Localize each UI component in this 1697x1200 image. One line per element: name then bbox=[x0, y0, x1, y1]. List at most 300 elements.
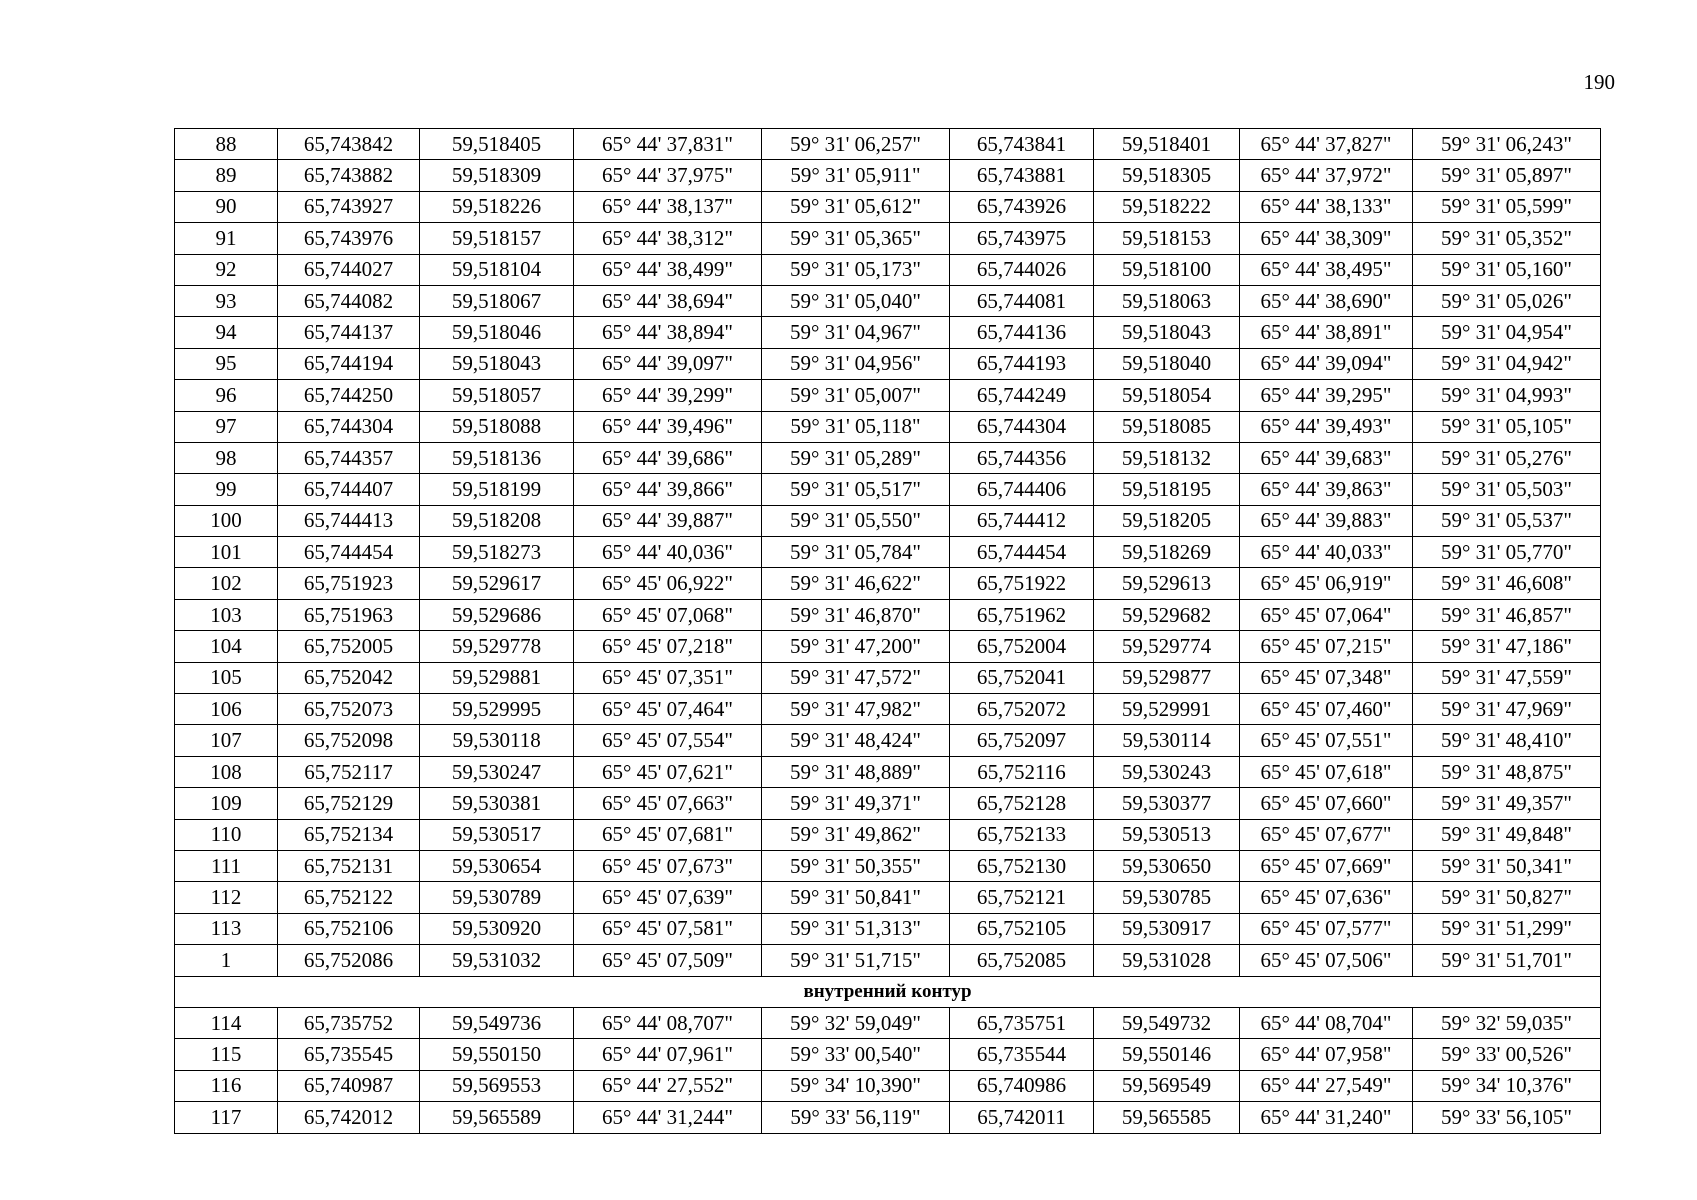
dms-lat-1-cell: 65° 45' 07,464" bbox=[574, 694, 762, 725]
point-number-cell: 97 bbox=[175, 411, 278, 442]
table-row bbox=[175, 662, 1601, 693]
point-number-cell: 108 bbox=[175, 756, 278, 787]
dms-lon-2-cell: 59° 31' 04,993" bbox=[1413, 380, 1601, 411]
dms-lon-1-cell: 59° 31' 05,911" bbox=[762, 160, 950, 191]
decimal-lat-2-cell: 65,752121 bbox=[950, 882, 1094, 913]
decimal-lat-2-cell: 65,743975 bbox=[950, 223, 1094, 254]
dms-lon-2-cell: 59° 31' 05,276" bbox=[1413, 442, 1601, 473]
dms-lon-2-cell: 59° 31' 05,105" bbox=[1413, 411, 1601, 442]
dms-lon-2-cell: 59° 33' 56,105" bbox=[1413, 1102, 1601, 1133]
decimal-lon-2-cell: 59,549732 bbox=[1094, 1007, 1240, 1038]
dms-lat-1-cell: 65° 44' 39,866" bbox=[574, 474, 762, 505]
decimal-lon-2-cell: 59,529877 bbox=[1094, 662, 1240, 693]
decimal-lon-1-cell: 59,518043 bbox=[420, 348, 574, 379]
table-row bbox=[175, 317, 1601, 348]
dms-lon-1-cell: 59° 33' 00,540" bbox=[762, 1039, 950, 1070]
dms-lon-1-cell: 59° 31' 06,257" bbox=[762, 129, 950, 160]
dms-lat-1-cell: 65° 45' 07,581" bbox=[574, 913, 762, 944]
point-number-cell: 101 bbox=[175, 537, 278, 568]
decimal-lat-1-cell: 65,752117 bbox=[278, 756, 420, 787]
table-row bbox=[175, 913, 1601, 944]
dms-lon-1-cell: 59° 33' 56,119" bbox=[762, 1102, 950, 1133]
dms-lat-1-cell: 65° 44' 31,244" bbox=[574, 1102, 762, 1133]
point-number-cell: 113 bbox=[175, 913, 278, 944]
decimal-lon-2-cell: 59,529613 bbox=[1094, 568, 1240, 599]
decimal-lat-2-cell: 65,744412 bbox=[950, 505, 1094, 536]
decimal-lon-1-cell: 59,518057 bbox=[420, 380, 574, 411]
decimal-lat-2-cell: 65,752116 bbox=[950, 756, 1094, 787]
decimal-lon-2-cell: 59,565585 bbox=[1094, 1102, 1240, 1133]
decimal-lat-1-cell: 65,752098 bbox=[278, 725, 420, 756]
decimal-lon-1-cell: 59,518208 bbox=[420, 505, 574, 536]
dms-lat-2-cell: 65° 44' 38,690" bbox=[1240, 285, 1413, 316]
point-number-cell: 109 bbox=[175, 788, 278, 819]
dms-lon-1-cell: 59° 31' 46,870" bbox=[762, 599, 950, 630]
decimal-lat-2-cell: 65,752085 bbox=[950, 945, 1094, 976]
decimal-lat-1-cell: 65,744027 bbox=[278, 254, 420, 285]
dms-lon-1-cell: 59° 31' 05,040" bbox=[762, 285, 950, 316]
dms-lat-2-cell: 65° 45' 07,064" bbox=[1240, 599, 1413, 630]
dms-lat-2-cell: 65° 44' 39,883" bbox=[1240, 505, 1413, 536]
decimal-lon-2-cell: 59,530917 bbox=[1094, 913, 1240, 944]
decimal-lat-1-cell: 65,744407 bbox=[278, 474, 420, 505]
dms-lat-2-cell: 65° 44' 39,863" bbox=[1240, 474, 1413, 505]
decimal-lon-1-cell: 59,518309 bbox=[420, 160, 574, 191]
decimal-lat-2-cell: 65,743926 bbox=[950, 191, 1094, 222]
decimal-lat-2-cell: 65,744356 bbox=[950, 442, 1094, 473]
dms-lat-2-cell: 65° 45' 07,348" bbox=[1240, 662, 1413, 693]
dms-lat-2-cell: 65° 45' 07,506" bbox=[1240, 945, 1413, 976]
dms-lat-1-cell: 65° 44' 39,887" bbox=[574, 505, 762, 536]
decimal-lon-2-cell: 59,530243 bbox=[1094, 756, 1240, 787]
dms-lon-1-cell: 59° 31' 47,572" bbox=[762, 662, 950, 693]
decimal-lon-1-cell: 59,529995 bbox=[420, 694, 574, 725]
decimal-lat-1-cell: 65,752005 bbox=[278, 631, 420, 662]
decimal-lon-2-cell: 59,550146 bbox=[1094, 1039, 1240, 1070]
decimal-lat-1-cell: 65,752122 bbox=[278, 882, 420, 913]
decimal-lon-2-cell: 59,518222 bbox=[1094, 191, 1240, 222]
inner-contour-rows bbox=[175, 1007, 1601, 1133]
dms-lat-2-cell: 65° 45' 07,618" bbox=[1240, 756, 1413, 787]
point-number-cell: 1 bbox=[175, 945, 278, 976]
dms-lat-1-cell: 65° 44' 39,686" bbox=[574, 442, 762, 473]
table-row bbox=[175, 882, 1601, 913]
decimal-lon-1-cell: 59,518104 bbox=[420, 254, 574, 285]
point-number-cell: 93 bbox=[175, 285, 278, 316]
dms-lon-2-cell: 59° 31' 47,186" bbox=[1413, 631, 1601, 662]
dms-lat-2-cell: 65° 44' 27,549" bbox=[1240, 1070, 1413, 1101]
dms-lat-1-cell: 65° 44' 38,312" bbox=[574, 223, 762, 254]
decimal-lat-1-cell: 65,743842 bbox=[278, 129, 420, 160]
point-number-cell: 104 bbox=[175, 631, 278, 662]
decimal-lon-1-cell: 59,518067 bbox=[420, 285, 574, 316]
dms-lon-1-cell: 59° 31' 50,841" bbox=[762, 882, 950, 913]
decimal-lon-1-cell: 59,518088 bbox=[420, 411, 574, 442]
decimal-lon-1-cell: 59,518273 bbox=[420, 537, 574, 568]
decimal-lon-1-cell: 59,518405 bbox=[420, 129, 574, 160]
dms-lat-1-cell: 65° 44' 40,036" bbox=[574, 537, 762, 568]
dms-lat-1-cell: 65° 44' 39,299" bbox=[574, 380, 762, 411]
decimal-lon-1-cell: 59,530920 bbox=[420, 913, 574, 944]
decimal-lat-1-cell: 65,752086 bbox=[278, 945, 420, 976]
decimal-lat-2-cell: 65,744406 bbox=[950, 474, 1094, 505]
dms-lat-2-cell: 65° 44' 07,958" bbox=[1240, 1039, 1413, 1070]
point-number-cell: 115 bbox=[175, 1039, 278, 1070]
decimal-lat-1-cell: 65,744194 bbox=[278, 348, 420, 379]
decimal-lon-2-cell: 59,518305 bbox=[1094, 160, 1240, 191]
dms-lon-2-cell: 59° 31' 49,848" bbox=[1413, 819, 1601, 850]
table-row bbox=[175, 725, 1601, 756]
dms-lat-2-cell: 65° 44' 38,133" bbox=[1240, 191, 1413, 222]
decimal-lat-1-cell: 65,735752 bbox=[278, 1007, 420, 1038]
table-row bbox=[175, 568, 1601, 599]
decimal-lon-2-cell: 59,518043 bbox=[1094, 317, 1240, 348]
dms-lat-1-cell: 65° 45' 07,509" bbox=[574, 945, 762, 976]
table-row bbox=[175, 380, 1601, 411]
dms-lat-1-cell: 65° 45' 07,621" bbox=[574, 756, 762, 787]
point-number-cell: 103 bbox=[175, 599, 278, 630]
decimal-lon-2-cell: 59,529991 bbox=[1094, 694, 1240, 725]
dms-lon-1-cell: 59° 31' 05,612" bbox=[762, 191, 950, 222]
dms-lon-1-cell: 59° 31' 05,550" bbox=[762, 505, 950, 536]
table-row bbox=[175, 819, 1601, 850]
decimal-lon-2-cell: 59,530513 bbox=[1094, 819, 1240, 850]
table-row bbox=[175, 631, 1601, 662]
dms-lon-1-cell: 59° 34' 10,390" bbox=[762, 1070, 950, 1101]
decimal-lat-2-cell: 65,744304 bbox=[950, 411, 1094, 442]
decimal-lat-1-cell: 65,744304 bbox=[278, 411, 420, 442]
decimal-lat-2-cell: 65,744249 bbox=[950, 380, 1094, 411]
point-number-cell: 89 bbox=[175, 160, 278, 191]
dms-lat-2-cell: 65° 45' 07,460" bbox=[1240, 694, 1413, 725]
point-number-cell: 98 bbox=[175, 442, 278, 473]
decimal-lat-2-cell: 65,752041 bbox=[950, 662, 1094, 693]
decimal-lon-2-cell: 59,518132 bbox=[1094, 442, 1240, 473]
decimal-lon-1-cell: 59,569553 bbox=[420, 1070, 574, 1101]
table-row bbox=[175, 788, 1601, 819]
dms-lat-2-cell: 65° 45' 07,551" bbox=[1240, 725, 1413, 756]
dms-lon-2-cell: 59° 31' 46,857" bbox=[1413, 599, 1601, 630]
dms-lat-2-cell: 65° 44' 31,240" bbox=[1240, 1102, 1413, 1133]
decimal-lat-1-cell: 65,744357 bbox=[278, 442, 420, 473]
dms-lat-1-cell: 65° 44' 39,097" bbox=[574, 348, 762, 379]
decimal-lon-2-cell: 59,518063 bbox=[1094, 285, 1240, 316]
dms-lat-2-cell: 65° 45' 07,660" bbox=[1240, 788, 1413, 819]
decimal-lat-1-cell: 65,742012 bbox=[278, 1102, 420, 1133]
decimal-lat-2-cell: 65,751962 bbox=[950, 599, 1094, 630]
dms-lat-1-cell: 65° 45' 06,922" bbox=[574, 568, 762, 599]
table-row bbox=[175, 945, 1601, 976]
decimal-lat-1-cell: 65,751923 bbox=[278, 568, 420, 599]
decimal-lat-1-cell: 65,744454 bbox=[278, 537, 420, 568]
dms-lon-2-cell: 59° 31' 05,897" bbox=[1413, 160, 1601, 191]
dms-lon-1-cell: 59° 31' 47,200" bbox=[762, 631, 950, 662]
section-header bbox=[175, 976, 1601, 1007]
section-title: внутренний контур bbox=[175, 976, 1601, 1007]
dms-lon-2-cell: 59° 31' 05,026" bbox=[1413, 285, 1601, 316]
decimal-lat-2-cell: 65,744136 bbox=[950, 317, 1094, 348]
dms-lat-1-cell: 65° 45' 07,351" bbox=[574, 662, 762, 693]
dms-lat-2-cell: 65° 44' 38,495" bbox=[1240, 254, 1413, 285]
table-row bbox=[175, 1070, 1601, 1101]
table-row bbox=[175, 442, 1601, 473]
dms-lat-1-cell: 65° 45' 07,068" bbox=[574, 599, 762, 630]
dms-lat-2-cell: 65° 44' 39,094" bbox=[1240, 348, 1413, 379]
dms-lat-1-cell: 65° 44' 37,831" bbox=[574, 129, 762, 160]
dms-lat-1-cell: 65° 44' 38,499" bbox=[574, 254, 762, 285]
point-number-cell: 116 bbox=[175, 1070, 278, 1101]
table-row bbox=[175, 254, 1601, 285]
dms-lat-2-cell: 65° 44' 38,891" bbox=[1240, 317, 1413, 348]
table-row bbox=[175, 756, 1601, 787]
decimal-lat-1-cell: 65,752106 bbox=[278, 913, 420, 944]
dms-lon-1-cell: 59° 31' 05,007" bbox=[762, 380, 950, 411]
decimal-lat-2-cell: 65,752133 bbox=[950, 819, 1094, 850]
point-number-cell: 117 bbox=[175, 1102, 278, 1133]
dms-lon-1-cell: 59° 31' 05,517" bbox=[762, 474, 950, 505]
table-row bbox=[175, 850, 1601, 881]
dms-lat-2-cell: 65° 44' 39,295" bbox=[1240, 380, 1413, 411]
dms-lat-1-cell: 65° 44' 39,496" bbox=[574, 411, 762, 442]
decimal-lon-2-cell: 59,530650 bbox=[1094, 850, 1240, 881]
decimal-lon-1-cell: 59,530789 bbox=[420, 882, 574, 913]
decimal-lon-1-cell: 59,529686 bbox=[420, 599, 574, 630]
decimal-lon-1-cell: 59,549736 bbox=[420, 1007, 574, 1038]
decimal-lat-2-cell: 65,740986 bbox=[950, 1070, 1094, 1101]
dms-lon-2-cell: 59° 34' 10,376" bbox=[1413, 1070, 1601, 1101]
table-row bbox=[175, 1039, 1601, 1070]
dms-lat-2-cell: 65° 45' 06,919" bbox=[1240, 568, 1413, 599]
point-number-cell: 100 bbox=[175, 505, 278, 536]
table-row bbox=[175, 537, 1601, 568]
decimal-lat-1-cell: 65,752042 bbox=[278, 662, 420, 693]
decimal-lon-2-cell: 59,529682 bbox=[1094, 599, 1240, 630]
dms-lon-1-cell: 59° 31' 05,173" bbox=[762, 254, 950, 285]
dms-lat-1-cell: 65° 45' 07,663" bbox=[574, 788, 762, 819]
decimal-lat-1-cell: 65,752073 bbox=[278, 694, 420, 725]
dms-lon-2-cell: 59° 31' 05,537" bbox=[1413, 505, 1601, 536]
dms-lat-2-cell: 65° 44' 37,827" bbox=[1240, 129, 1413, 160]
table-row bbox=[175, 694, 1601, 725]
decimal-lon-1-cell: 59,550150 bbox=[420, 1039, 574, 1070]
decimal-lat-2-cell: 65,752105 bbox=[950, 913, 1094, 944]
dms-lat-1-cell: 65° 45' 07,639" bbox=[574, 882, 762, 913]
dms-lat-2-cell: 65° 44' 38,309" bbox=[1240, 223, 1413, 254]
point-number-cell: 92 bbox=[175, 254, 278, 285]
section-row bbox=[175, 976, 1601, 1007]
dms-lon-1-cell: 59° 31' 49,371" bbox=[762, 788, 950, 819]
page-number: 190 bbox=[1583, 70, 1615, 94]
dms-lat-2-cell: 65° 44' 39,683" bbox=[1240, 442, 1413, 473]
table-row bbox=[175, 505, 1601, 536]
table-row bbox=[175, 223, 1601, 254]
decimal-lon-1-cell: 59,529881 bbox=[420, 662, 574, 693]
dms-lat-2-cell: 65° 45' 07,677" bbox=[1240, 819, 1413, 850]
decimal-lon-1-cell: 59,518157 bbox=[420, 223, 574, 254]
point-number-cell: 95 bbox=[175, 348, 278, 379]
dms-lat-1-cell: 65° 44' 07,961" bbox=[574, 1039, 762, 1070]
dms-lat-1-cell: 65° 44' 08,707" bbox=[574, 1007, 762, 1038]
point-number-cell: 102 bbox=[175, 568, 278, 599]
decimal-lon-2-cell: 59,529774 bbox=[1094, 631, 1240, 662]
decimal-lon-2-cell: 59,569549 bbox=[1094, 1070, 1240, 1101]
decimal-lat-1-cell: 65,744250 bbox=[278, 380, 420, 411]
point-number-cell: 94 bbox=[175, 317, 278, 348]
decimal-lat-2-cell: 65,744193 bbox=[950, 348, 1094, 379]
decimal-lon-1-cell: 59,518046 bbox=[420, 317, 574, 348]
decimal-lat-2-cell: 65,744454 bbox=[950, 537, 1094, 568]
outer-contour-rows bbox=[175, 129, 1601, 977]
dms-lon-1-cell: 59° 31' 05,289" bbox=[762, 442, 950, 473]
dms-lon-2-cell: 59° 31' 06,243" bbox=[1413, 129, 1601, 160]
point-number-cell: 112 bbox=[175, 882, 278, 913]
dms-lat-1-cell: 65° 44' 38,694" bbox=[574, 285, 762, 316]
decimal-lon-1-cell: 59,565589 bbox=[420, 1102, 574, 1133]
decimal-lon-1-cell: 59,530247 bbox=[420, 756, 574, 787]
decimal-lat-2-cell: 65,735751 bbox=[950, 1007, 1094, 1038]
dms-lon-2-cell: 59° 31' 47,969" bbox=[1413, 694, 1601, 725]
point-number-cell: 114 bbox=[175, 1007, 278, 1038]
decimal-lat-2-cell: 65,735544 bbox=[950, 1039, 1094, 1070]
dms-lon-1-cell: 59° 31' 48,424" bbox=[762, 725, 950, 756]
decimal-lat-1-cell: 65,735545 bbox=[278, 1039, 420, 1070]
decimal-lon-1-cell: 59,518136 bbox=[420, 442, 574, 473]
dms-lon-2-cell: 59° 31' 05,770" bbox=[1413, 537, 1601, 568]
dms-lat-2-cell: 65° 44' 40,033" bbox=[1240, 537, 1413, 568]
table-row bbox=[175, 160, 1601, 191]
dms-lon-2-cell: 59° 31' 04,954" bbox=[1413, 317, 1601, 348]
decimal-lon-1-cell: 59,531032 bbox=[420, 945, 574, 976]
decimal-lon-2-cell: 59,518153 bbox=[1094, 223, 1240, 254]
point-number-cell: 88 bbox=[175, 129, 278, 160]
decimal-lat-2-cell: 65,743841 bbox=[950, 129, 1094, 160]
decimal-lon-2-cell: 59,531028 bbox=[1094, 945, 1240, 976]
dms-lon-2-cell: 59° 31' 51,701" bbox=[1413, 945, 1601, 976]
decimal-lat-2-cell: 65,744081 bbox=[950, 285, 1094, 316]
decimal-lon-2-cell: 59,518085 bbox=[1094, 411, 1240, 442]
decimal-lon-1-cell: 59,518199 bbox=[420, 474, 574, 505]
table-row bbox=[175, 285, 1601, 316]
dms-lon-1-cell: 59° 31' 50,355" bbox=[762, 850, 950, 881]
decimal-lat-1-cell: 65,744413 bbox=[278, 505, 420, 536]
dms-lon-2-cell: 59° 31' 51,299" bbox=[1413, 913, 1601, 944]
dms-lat-1-cell: 65° 44' 38,137" bbox=[574, 191, 762, 222]
dms-lat-1-cell: 65° 44' 38,894" bbox=[574, 317, 762, 348]
table-row bbox=[175, 1102, 1601, 1133]
table-row bbox=[175, 411, 1601, 442]
point-number-cell: 91 bbox=[175, 223, 278, 254]
point-number-cell: 111 bbox=[175, 850, 278, 881]
dms-lon-2-cell: 59° 31' 05,599" bbox=[1413, 191, 1601, 222]
decimal-lon-2-cell: 59,518040 bbox=[1094, 348, 1240, 379]
point-number-cell: 106 bbox=[175, 694, 278, 725]
point-number-cell: 107 bbox=[175, 725, 278, 756]
decimal-lat-1-cell: 65,743976 bbox=[278, 223, 420, 254]
point-number-cell: 99 bbox=[175, 474, 278, 505]
decimal-lat-1-cell: 65,751963 bbox=[278, 599, 420, 630]
point-number-cell: 110 bbox=[175, 819, 278, 850]
decimal-lon-1-cell: 59,530517 bbox=[420, 819, 574, 850]
decimal-lat-2-cell: 65,743881 bbox=[950, 160, 1094, 191]
coordinates-table bbox=[174, 128, 1601, 1134]
dms-lon-2-cell: 59° 31' 50,341" bbox=[1413, 850, 1601, 881]
decimal-lon-2-cell: 59,518100 bbox=[1094, 254, 1240, 285]
decimal-lat-2-cell: 65,744026 bbox=[950, 254, 1094, 285]
dms-lat-2-cell: 65° 45' 07,636" bbox=[1240, 882, 1413, 913]
dms-lon-1-cell: 59° 31' 05,365" bbox=[762, 223, 950, 254]
dms-lon-2-cell: 59° 31' 05,352" bbox=[1413, 223, 1601, 254]
decimal-lat-2-cell: 65,752128 bbox=[950, 788, 1094, 819]
decimal-lat-2-cell: 65,752130 bbox=[950, 850, 1094, 881]
dms-lon-1-cell: 59° 32' 59,049" bbox=[762, 1007, 950, 1038]
dms-lon-1-cell: 59° 31' 49,862" bbox=[762, 819, 950, 850]
table-row bbox=[175, 599, 1601, 630]
decimal-lat-2-cell: 65,752097 bbox=[950, 725, 1094, 756]
dms-lat-1-cell: 65° 44' 37,975" bbox=[574, 160, 762, 191]
decimal-lon-2-cell: 59,518205 bbox=[1094, 505, 1240, 536]
decimal-lat-1-cell: 65,752129 bbox=[278, 788, 420, 819]
dms-lat-2-cell: 65° 45' 07,577" bbox=[1240, 913, 1413, 944]
dms-lat-1-cell: 65° 45' 07,673" bbox=[574, 850, 762, 881]
decimal-lat-2-cell: 65,752072 bbox=[950, 694, 1094, 725]
dms-lon-2-cell: 59° 31' 05,160" bbox=[1413, 254, 1601, 285]
decimal-lat-1-cell: 65,752134 bbox=[278, 819, 420, 850]
decimal-lon-2-cell: 59,530114 bbox=[1094, 725, 1240, 756]
dms-lat-2-cell: 65° 45' 07,215" bbox=[1240, 631, 1413, 662]
dms-lat-1-cell: 65° 45' 07,681" bbox=[574, 819, 762, 850]
dms-lon-2-cell: 59° 31' 48,875" bbox=[1413, 756, 1601, 787]
dms-lon-1-cell: 59° 31' 48,889" bbox=[762, 756, 950, 787]
dms-lon-2-cell: 59° 31' 04,942" bbox=[1413, 348, 1601, 379]
dms-lon-2-cell: 59° 33' 00,526" bbox=[1413, 1039, 1601, 1070]
dms-lat-1-cell: 65° 44' 27,552" bbox=[574, 1070, 762, 1101]
dms-lon-2-cell: 59° 31' 48,410" bbox=[1413, 725, 1601, 756]
table-row bbox=[175, 348, 1601, 379]
decimal-lon-1-cell: 59,530654 bbox=[420, 850, 574, 881]
dms-lon-1-cell: 59° 31' 04,956" bbox=[762, 348, 950, 379]
dms-lat-1-cell: 65° 45' 07,218" bbox=[574, 631, 762, 662]
decimal-lon-2-cell: 59,518269 bbox=[1094, 537, 1240, 568]
decimal-lat-2-cell: 65,742011 bbox=[950, 1102, 1094, 1133]
decimal-lat-1-cell: 65,752131 bbox=[278, 850, 420, 881]
dms-lon-1-cell: 59° 31' 51,313" bbox=[762, 913, 950, 944]
decimal-lon-2-cell: 59,530785 bbox=[1094, 882, 1240, 913]
decimal-lat-1-cell: 65,744082 bbox=[278, 285, 420, 316]
table-row bbox=[175, 474, 1601, 505]
decimal-lon-1-cell: 59,530381 bbox=[420, 788, 574, 819]
decimal-lon-2-cell: 59,518195 bbox=[1094, 474, 1240, 505]
decimal-lon-2-cell: 59,518054 bbox=[1094, 380, 1240, 411]
dms-lon-2-cell: 59° 31' 47,559" bbox=[1413, 662, 1601, 693]
decimal-lon-1-cell: 59,529778 bbox=[420, 631, 574, 662]
dms-lon-2-cell: 59° 31' 49,357" bbox=[1413, 788, 1601, 819]
dms-lon-1-cell: 59° 31' 51,715" bbox=[762, 945, 950, 976]
dms-lat-2-cell: 65° 44' 37,972" bbox=[1240, 160, 1413, 191]
dms-lon-1-cell: 59° 31' 04,967" bbox=[762, 317, 950, 348]
decimal-lon-1-cell: 59,518226 bbox=[420, 191, 574, 222]
dms-lat-2-cell: 65° 44' 08,704" bbox=[1240, 1007, 1413, 1038]
dms-lon-1-cell: 59° 31' 47,982" bbox=[762, 694, 950, 725]
dms-lon-2-cell: 59° 31' 50,827" bbox=[1413, 882, 1601, 913]
decimal-lat-1-cell: 65,740987 bbox=[278, 1070, 420, 1101]
decimal-lat-2-cell: 65,751922 bbox=[950, 568, 1094, 599]
point-number-cell: 96 bbox=[175, 380, 278, 411]
dms-lon-1-cell: 59° 31' 46,622" bbox=[762, 568, 950, 599]
dms-lon-1-cell: 59° 31' 05,118" bbox=[762, 411, 950, 442]
decimal-lat-1-cell: 65,743882 bbox=[278, 160, 420, 191]
point-number-cell: 105 bbox=[175, 662, 278, 693]
dms-lon-2-cell: 59° 31' 46,608" bbox=[1413, 568, 1601, 599]
